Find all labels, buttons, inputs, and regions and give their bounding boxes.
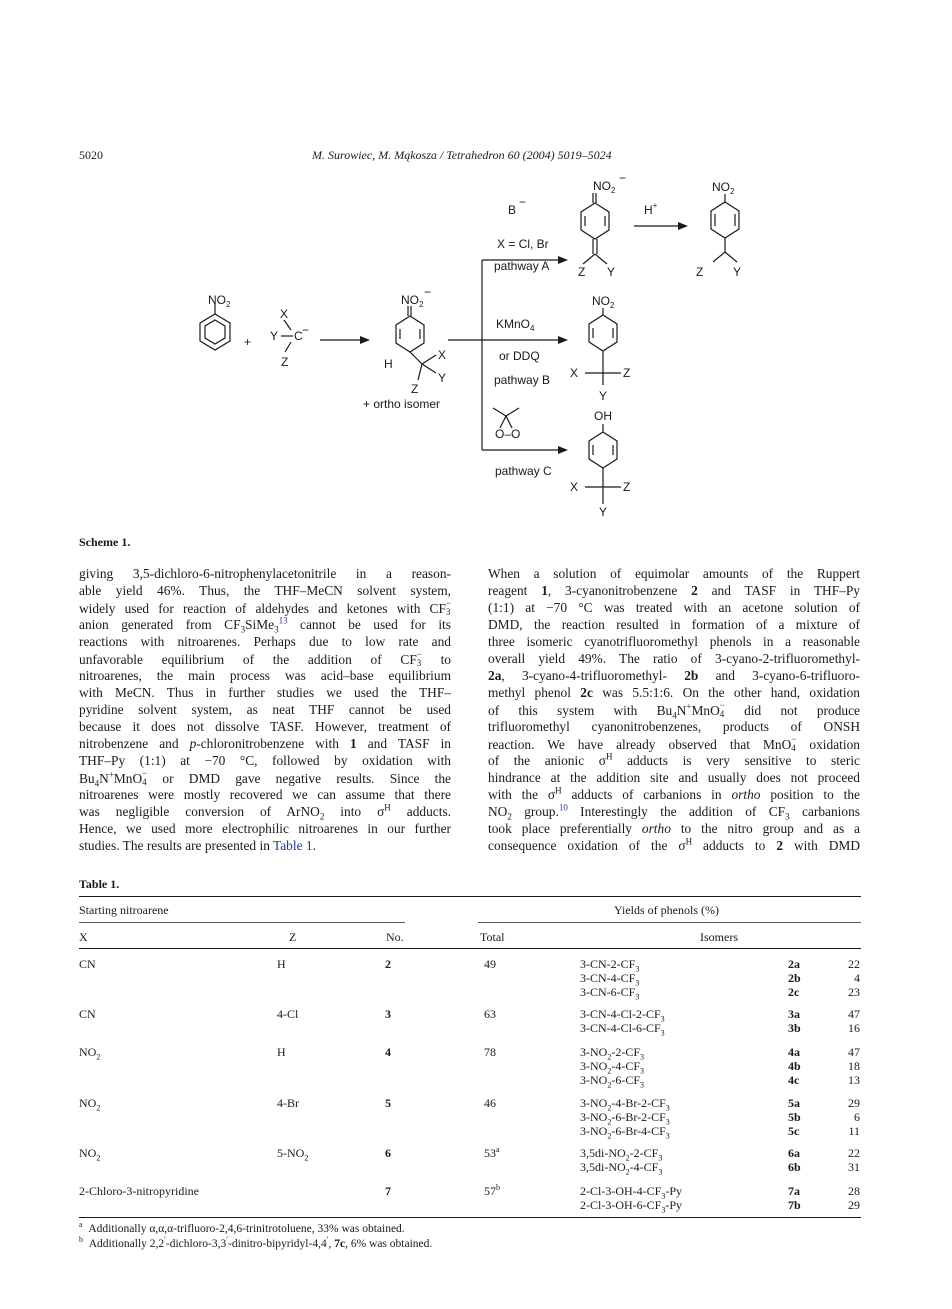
text-line: able yield 46%. Thus, the THF–MeCN solvent system, (79, 583, 451, 598)
isomer-label: 7a (788, 1184, 800, 1198)
isomer-label: 2b (788, 971, 801, 985)
text-line: reaction. We have already observed that MnO − 4 oxidation (488, 734, 860, 753)
cell-total: 78 (484, 1045, 496, 1059)
isomer-label: 3a (788, 1007, 800, 1021)
text-line: (1:1) at −70 °C was treated with an acetone solution of (488, 600, 860, 615)
table-1-link[interactable]: Table 1 (273, 838, 313, 853)
product-a-no2: $NO_2$ (593, 179, 616, 195)
adduct-h: H (384, 357, 393, 371)
adduct-x: X (438, 348, 447, 362)
pathway-a-label: pathway A (494, 259, 550, 273)
isomer-yield: 29 (848, 1096, 860, 1110)
isomer-label: 4a (788, 1045, 800, 1059)
product-a-charge: − (619, 171, 627, 185)
ortho-isomer-label: + ortho isomer (363, 397, 441, 411)
text-line: reactions with nitroarenes. Perhaps due to low rate and (79, 634, 451, 649)
text-line: Hence, we used more electrophilic nitroarenes in our further (79, 821, 451, 836)
adduct-no2: $NO_2$ (401, 293, 424, 309)
pathway-b-label: pathway B (494, 373, 551, 387)
text-line: nitrobenzene and p-chloronitrobenzene with 1 and TASF in (79, 736, 452, 751)
col-header-isomers: Isomers (700, 930, 738, 944)
text-line: giving 3,5-dichloro-6-nitrophenylacetonitrile in a reason- (79, 566, 451, 581)
isomer-name: $3-CN-4-Cl-2-CF_3$ (580, 1007, 665, 1024)
text-line: of the anionic $\sigma^H$ adducts is very sensitive to steric (488, 751, 860, 768)
text-line: nitroarenes were mostly recovered we can assume that there (79, 787, 451, 802)
or-ddq-label: or DDQ (499, 349, 540, 363)
isomer-yield: 13 (848, 1073, 860, 1087)
no2-label: $NO_2$ (208, 293, 231, 309)
cell-total: 57$^b$ (484, 1183, 500, 1198)
product-c-z: Z (623, 480, 631, 494)
base-label: B (508, 203, 517, 217)
cell-no: 6 (385, 1146, 391, 1160)
h-plus-label: H+ (644, 201, 658, 217)
isomer-name: $2-Cl-3-OH-6-CF_3-Py$ (580, 1198, 682, 1215)
footnote-b: $^b$ Additionally 2,2′-dichloro-3,3′-dinitro-bipyridyl-4,4′, 7c, 6% was obtained. (79, 1235, 433, 1250)
dmd-label: O–O (495, 427, 521, 441)
isomer-label: 7b (788, 1198, 801, 1212)
col-header-no: No. (386, 930, 404, 944)
isomer-name: $2-Cl-3-OH-4-CF_3-Py$ (580, 1184, 682, 1201)
carbanion-y: Y (270, 329, 279, 343)
running-title: M. Surowiec, M. Mąkosza / Tetrahedron 60 (2004) 5019–5024 (312, 148, 612, 162)
product-b-y: Y (599, 389, 608, 403)
isomer-yield: 18 (848, 1059, 860, 1073)
isomer-label: 5a (788, 1096, 800, 1110)
footnote-a: $^a$ Additionally α,α,α-trifluoro-2,4,6-trinitrotoluene, 33% was obtained. (79, 1220, 405, 1235)
isomer-name: $3-NO_2-6-Br-2-CF_3$ (580, 1110, 670, 1127)
product-c-x: X (570, 480, 579, 494)
cell-no: 5 (385, 1096, 391, 1110)
isomer-yield: 47 (848, 1007, 860, 1021)
text-line: three isomeric cyanotrifluoromethyl phenols in a reasonable (488, 634, 860, 649)
isomer-label: 5c (788, 1124, 800, 1138)
page-number: 5020 (79, 148, 103, 162)
nitrobenzene-inner-ring (205, 320, 225, 344)
cell-x: CN (79, 1007, 96, 1021)
text-line: hindrance at the addition site and usually does not proceed (488, 770, 860, 785)
ref-13-link[interactable]: 13 (278, 615, 288, 626)
isomer-yield: 29 (848, 1198, 860, 1212)
isomer-name: $3,5di-NO_2-4-CF_3$ (580, 1160, 663, 1177)
isomer-name: $3-NO_2-4-CF_3$ (580, 1059, 644, 1076)
col-header-total: Total (480, 930, 505, 944)
text-line: When a solution of equimolar amounts of the Ruppert (488, 566, 860, 581)
final-a-z: Z (696, 265, 704, 279)
scheme-1-figure (170, 168, 890, 528)
group-left-rule (79, 922, 405, 923)
left-column (79, 565, 451, 854)
scheme-caption: Scheme 1. (79, 535, 131, 549)
group-right-rule (478, 922, 861, 923)
isomer-name: $3-NO_2-6-CF_3$ (580, 1073, 644, 1090)
arrow-head-a (558, 256, 568, 264)
isomer-label: 4c (788, 1073, 800, 1087)
text-line: of this system with $Bu_4N^+MnO$ − 4 did not produce (488, 700, 860, 721)
product-b-z: Z (623, 366, 631, 380)
text-line: nitroarenes, the main process was acid–base equilibrium (79, 668, 451, 683)
ref-10-link[interactable]: 10 (558, 802, 568, 813)
isomer-name: $3-NO_2-2-CF_3$ (580, 1045, 644, 1062)
arrow-head-c (558, 446, 568, 454)
cell-no: 4 (385, 1045, 391, 1059)
text-line: studies. The results are presented in Table 1. (79, 838, 316, 853)
cell-z: 4-Br (277, 1096, 299, 1110)
text-line: consequence oxidation of the $\sigma^H$ adducts to 2 with DMD (488, 836, 861, 853)
cell-z: H (277, 957, 286, 971)
product-c-y: Y (599, 505, 608, 519)
col-header-z: Z (289, 930, 297, 944)
cell-total: 46 (484, 1096, 496, 1110)
isomer-name: $3-CN-2-CF_3$ (580, 957, 640, 974)
arrow-head-1 (360, 336, 370, 344)
isomer-name: $3,5di-NO_2-2-CF_3$ (580, 1146, 663, 1163)
isomer-name: $3-CN-6-CF_3$ (580, 985, 640, 1002)
text-line: 2a, 3-cyano-4-trifluoromethyl- 2b and 3-cyano-6-trifluoro- (488, 668, 860, 683)
isomer-yield: 23 (848, 985, 860, 999)
col-header-x: X (79, 930, 88, 944)
final-a-no2: $NO_2$ (712, 180, 735, 196)
adduct-charge: − (424, 285, 432, 299)
text-line: reagent 1, 3-cyanonitrobenzene 2 and TASF in THF–Py (488, 583, 861, 598)
header-yields: Yields of phenols (%) (614, 903, 719, 917)
table-header-rule (79, 948, 861, 949)
carbanion-c: C (294, 329, 303, 343)
isomer-name: $3-NO_2-6-Br-4-CF_3$ (580, 1124, 670, 1141)
plus-sign: + (244, 335, 252, 349)
final-a-y: Y (733, 265, 742, 279)
isomer-name: $3-CN-4-CF_3$ (580, 971, 640, 988)
cell-total: 49 (484, 957, 496, 971)
cell-z: $5-NO_2$ (277, 1146, 309, 1163)
cell-x: $NO_2$ (79, 1045, 101, 1062)
arrow-head-b (558, 336, 568, 344)
isomer-label: 3b (788, 1021, 801, 1035)
text-line: pyridine solvent system, as neat THF cannot be used (79, 702, 451, 717)
adduct-z: Z (411, 382, 419, 396)
isomer-name: $3-NO_2-4-Br-2-CF_3$ (580, 1096, 670, 1113)
product-b-no2: $NO_2$ (592, 294, 615, 310)
table-bottom-rule (79, 1217, 861, 1218)
isomer-yield: 4 (854, 971, 860, 985)
isomer-yield: 11 (848, 1124, 860, 1138)
arrow-head-h (678, 222, 688, 230)
cell-no: 3 (385, 1007, 391, 1021)
text-line: $NO_2$ group.$^{10}$ Interestingly the addition of $CF_3$ carbanions (488, 802, 860, 822)
isomer-yield: 22 (848, 957, 860, 971)
table-top-rule (79, 896, 861, 897)
cell-x: $NO_2$ (79, 1146, 101, 1163)
isomer-yield: 31 (848, 1160, 860, 1174)
isomer-yield: 47 (848, 1045, 860, 1059)
cell-total: 53$^a$ (484, 1145, 500, 1160)
isomer-label: 2c (788, 985, 800, 999)
isomer-label: 4b (788, 1059, 801, 1073)
product-a-y: Y (607, 265, 616, 279)
text-line: unfavorable equilibrium of the addition of CF − 3 to (79, 649, 451, 668)
text-line: widely used for reaction of aldehydes and ketones with CF − 3 (79, 598, 451, 617)
text-line: methyl phenol 2c was 5.5:1:6. On the other hand, oxidation (488, 685, 860, 700)
right-column (488, 565, 860, 854)
carbanion-z: Z (281, 355, 289, 369)
reaction-scheme (170, 168, 890, 528)
text-line: overall yield 49%. The ratio of 3-cyano-2-trifluoromethyl- (488, 651, 860, 666)
text-line: with MeCN. Thus in further studies we used the THF– (79, 685, 451, 700)
table-title: Table 1. (79, 877, 120, 891)
cell-z: 4-Cl (277, 1007, 299, 1021)
text-line: took place preferentially ortho to the nitro group and as a (488, 821, 860, 836)
isomer-label: 6a (788, 1146, 800, 1160)
text-line: anion generated from $CF_3SiMe_3^{13}$ cannot be used for its (79, 615, 451, 635)
cell-no: 7 (385, 1184, 391, 1198)
cell-z: H (277, 1045, 286, 1059)
isomer-label: 6b (788, 1160, 801, 1174)
carbanion-charge: − (302, 323, 310, 337)
text-line: $Bu_4N^+MnO$ − 4 or DMD gave negative results. Since the (79, 768, 451, 789)
text-line: trifluoromethyl cyanonitrobenzenes, products of ONSH (488, 719, 860, 734)
text-line: THF–Py (1:1) at −70 °C, followed by oxidation with (79, 753, 451, 768)
cell-total: 63 (484, 1007, 496, 1021)
text-line: DMD, the reaction resulted in formation of a mixture of (488, 617, 860, 632)
product-b-x: X (570, 366, 579, 380)
cell-no: 2 (385, 957, 391, 971)
carbanion-x: X (280, 307, 289, 321)
cell-x: CN (79, 957, 96, 971)
isomer-label: 2a (788, 957, 800, 971)
base-charge: − (519, 195, 527, 209)
product-a-z: Z (578, 265, 586, 279)
isomer-yield: 16 (848, 1021, 860, 1035)
product-c-oh: OH (594, 409, 612, 423)
isomer-name: $3-CN-4-Cl-6-CF_3$ (580, 1021, 665, 1038)
isomer-yield: 6 (854, 1110, 860, 1124)
text-line: with the $\sigma^H$ adducts of carbanions in ortho position to the (488, 785, 860, 802)
isomer-yield: 28 (848, 1184, 860, 1198)
kmno4-label: KMnO$_4$ (496, 317, 535, 333)
adduct-y: Y (438, 371, 447, 385)
text-line: was negligible conversion of ArNO$_2$ into $\sigma^H$ adducts. (79, 802, 452, 822)
cell-x: $NO_2$ (79, 1096, 101, 1113)
cell-x: 2-Chloro-3-nitropyridine (79, 1184, 199, 1198)
isomer-label: 5b (788, 1110, 801, 1124)
pathway-c-label: pathway C (495, 464, 552, 478)
x-equals-label: X = Cl, Br (497, 237, 549, 251)
text-line: because it does not dissolve TASF. However, treatment of (79, 719, 451, 734)
header-starting-nitroarene: Starting nitroarene (79, 903, 169, 917)
isomer-yield: 22 (848, 1146, 860, 1160)
